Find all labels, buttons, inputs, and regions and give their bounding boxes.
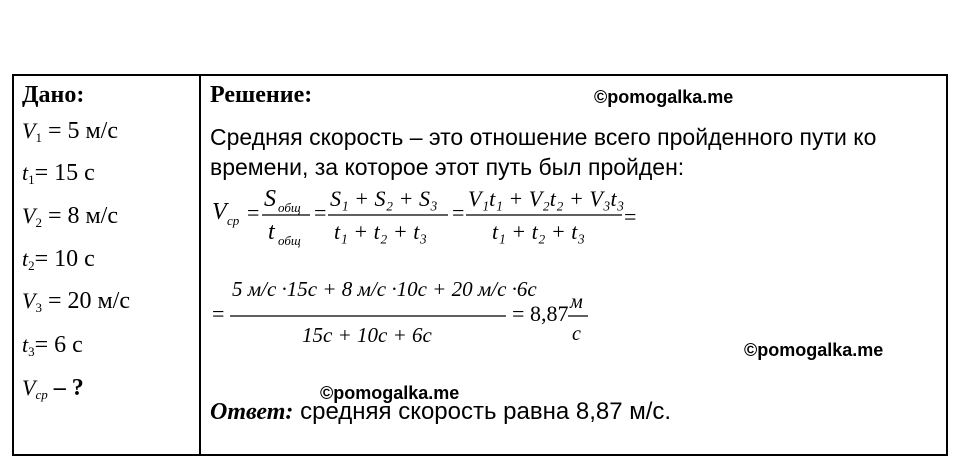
given-header: Дано: [22, 82, 85, 108]
formula2-num: 5 м/с ·15с + 8 м/с ·10с + 20 м/с ·6с [232, 277, 537, 301]
formula2-den: 15с + 10с + 6с [302, 323, 432, 347]
answer-text: средняя скорость равна 8,87 м/с. [293, 398, 672, 425]
watermark-2: ©pomogalka.me [744, 340, 884, 360]
given-line-3: $V_2 = 8$ м/с [22, 203, 118, 230]
unit-num: м [570, 291, 583, 313]
frac2-den: t₁ + t₂ + t₃ [334, 219, 427, 244]
formula1-lhs: V [212, 199, 227, 225]
formula1-lhs-sub: ср [227, 213, 240, 228]
solution-text: Средняя скорость – это отношение всего пройденного пути ко времени, за которое этот путь был пройден: [210, 124, 877, 180]
given-line-1: $V_1 = 5$ м/с [22, 118, 118, 145]
frac3-den: t₁ + t₂ + t₃ [492, 219, 585, 244]
frac1-num: S [264, 186, 276, 212]
equals-1: = [247, 200, 260, 225]
given-line-5: $V_3 = 20$ м/с [22, 288, 130, 315]
formula-1 [210, 182, 630, 252]
column-divider [199, 76, 201, 454]
watermark-3: ©pomogalka.me [320, 383, 460, 403]
frac2-num: S₁ + S₂ + S₃ [330, 186, 438, 211]
given-column [22, 78, 192, 112]
solution-header: Решение: [210, 82, 313, 108]
equals-6: = [512, 301, 525, 326]
frac1-den-sub: общ [278, 233, 301, 248]
given-line-7: $V_{ср}$ – ? [22, 375, 84, 402]
frac1-num-sub: общ [278, 200, 301, 215]
equals-2: = [314, 200, 327, 225]
equals-4: = [624, 204, 637, 229]
frac1-den: t [268, 219, 275, 245]
task-table [12, 74, 948, 456]
given-line-2: $t_1= 15$ с [22, 160, 95, 187]
given-line-6: $t_3= 6$ с [22, 332, 83, 359]
watermark-1: ©pomogalka.me [594, 87, 734, 107]
equals-3: = [452, 200, 465, 225]
frac3-num: V₁t₁ + V₂t₂ + V₃t₃ [468, 186, 625, 211]
answer-label: Ответ: [210, 399, 294, 425]
formula-2 [210, 264, 610, 352]
unit-den: с [572, 323, 581, 345]
given-line-4: $t_2= 10$ с [22, 246, 95, 273]
equals-5: = [212, 301, 225, 326]
formula2-result: 8,87 [530, 301, 569, 326]
